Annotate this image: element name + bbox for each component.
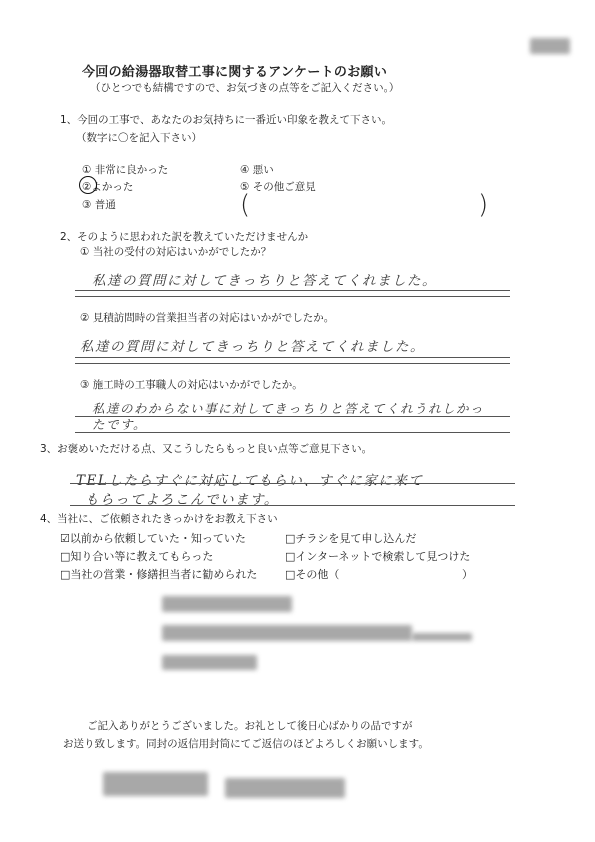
question-3: 3、お褒めいただける点、又こうしたらもっと良い点等ご意見下さい。: [40, 443, 373, 455]
reason-other-close-paren: ）: [462, 568, 473, 581]
reason-referral[interactable]: □知り合い等に教えてもらった: [60, 550, 214, 563]
answer-2-3-handwritten-line1: 私達のわからない事に対してきっちりと答えてくれうれしかっ: [92, 401, 485, 416]
question-2-sub-2: ② 見積訪問時の営業担当者の対応はいかがでしたか。: [80, 312, 335, 324]
answer-line: [75, 432, 510, 433]
option-2-label: ②よかった: [82, 181, 134, 193]
redacted-name: [162, 596, 292, 612]
question-2-sub-3: ③ 施工時の工事職人の対応はいかがでしたか。: [80, 379, 303, 391]
redacted-phone: [162, 655, 257, 670]
closing-line-1: ご記入ありがとうございました。お礼として後日心ばかりの品ですが: [87, 720, 413, 732]
answer-line: [75, 357, 510, 358]
selected-circle-mark: [79, 176, 97, 194]
question-2-sub-1: ① 当社の受付の対応はいかがでしたか？: [80, 246, 272, 258]
option-3-normal[interactable]: ③ 普通: [82, 199, 116, 211]
other-opinion-close-paren: ): [478, 190, 489, 220]
reason-other[interactable]: □その他（: [285, 568, 340, 581]
other-opinion-open-paren: (: [240, 190, 251, 220]
survey-title: 今回の給湯器取替工事に関するアンケートのお願い: [82, 65, 388, 80]
answer-line: [75, 416, 510, 417]
answer-2-1-handwritten: 私達の質問に対してきっちりと答えてくれました。: [92, 273, 437, 289]
survey-subtitle: （ひとつでも結構ですので、お気づきの点等をご記入ください。）: [90, 82, 400, 94]
option-1-very-good[interactable]: ① 非常に良かった: [82, 164, 169, 176]
redacted-address: [162, 625, 412, 641]
question-2: 2、そのように思われた訳を教えていただけませんか: [60, 231, 309, 243]
question-1: 1、今回の工事で、あなたのお気持ちに一番近い印象を教えて下さい。: [60, 114, 392, 126]
answer-line: [75, 296, 510, 297]
answer-3-handwritten-line1: TELしたらすぐに対応してもらい、すぐに家に来て: [76, 473, 424, 489]
closing-line-2: お送り致します。同封の返信用封筒にてご返信のほどよろしくお願いします。: [63, 738, 429, 750]
reason-sales-staff[interactable]: □当社の営業・修繕担当者に勧められた: [60, 568, 258, 581]
answer-line: [75, 290, 510, 291]
answer-line: [75, 363, 510, 364]
option-5-other-opinion[interactable]: ⑤ その他ご意見: [240, 181, 316, 193]
answer-line: [70, 483, 515, 484]
reason-flyer[interactable]: □チラシを見て申し込んだ: [285, 532, 417, 545]
answer-3-handwritten-line2: もらってよろこんでいます。: [85, 492, 279, 508]
redacted-signature-part2: [225, 778, 345, 798]
question-4: 4、当社に、ご依頼されたきっかけをお教え下さい: [40, 513, 278, 525]
reason-known-before-checked[interactable]: ☑以前から依頼していた・知っていた: [60, 532, 246, 545]
redacted-signature-part1: [103, 772, 208, 796]
question-1-note: （数字に〇を記入下さい）: [76, 132, 202, 144]
redacted-corner-mark: [530, 38, 570, 54]
reason-internet[interactable]: □インターネットで検索して見つけた: [285, 550, 471, 563]
answer-line: [70, 505, 515, 506]
answer-2-2-handwritten: 私達の質問に対してきっちりと答えてくれました。: [80, 339, 425, 355]
redacted-address-tail: [412, 633, 472, 641]
answer-2-3-handwritten-line2: たです。: [92, 417, 148, 432]
option-4-bad[interactable]: ④ 悪い: [240, 164, 274, 176]
